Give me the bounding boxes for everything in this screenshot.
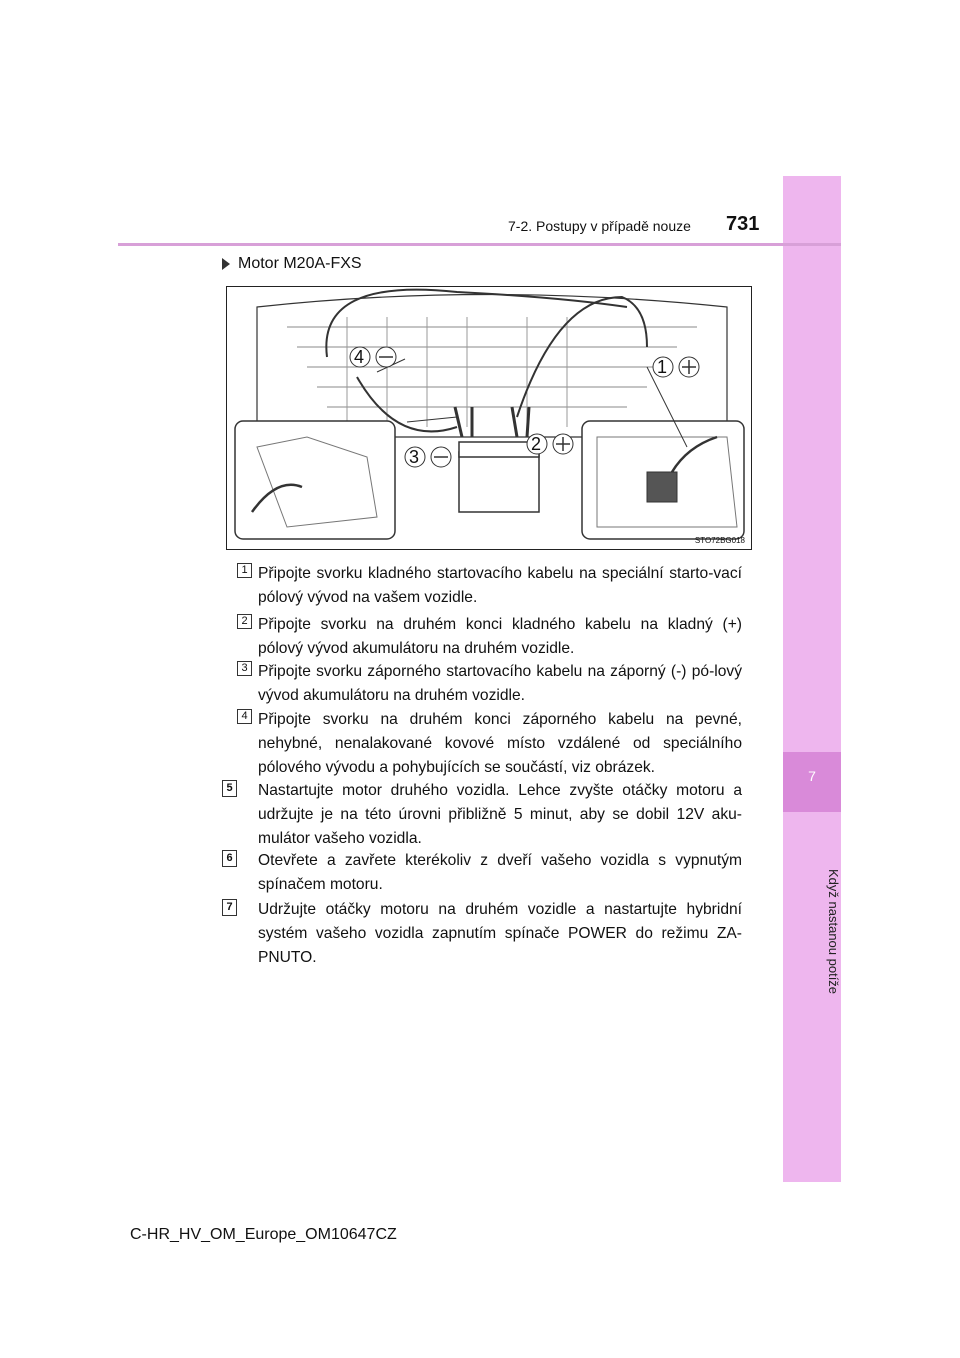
step-3-text: Připojte svorku záporného startovacího kabelu na záporný (-) pó-lový vývod akumulátoru na druhém vozidle. xyxy=(258,663,742,704)
step-6-text: Otevřete a zavřete kterékoliv z dveří vašeho vozidla s vypnutým spínačem motoru. xyxy=(258,852,742,893)
figure-code: STO72BG018 xyxy=(694,536,745,545)
chapter-title: Když nastanou potíže xyxy=(826,869,841,995)
step-number-3: 3 xyxy=(237,661,252,676)
step-number-6: 6 xyxy=(222,850,237,867)
page-number: 731 xyxy=(726,213,760,235)
step-number-1: 1 xyxy=(237,563,252,578)
step-1-text: Připojte svorku kladného startovacího kabelu na speciální starto-vací pólový vývod na vašem vozidle. xyxy=(258,565,742,606)
step-number-4: 4 xyxy=(237,709,252,724)
header-rule xyxy=(118,243,841,246)
document-footer: C-HR_HV_OM_Europe_OM10647CZ xyxy=(130,1226,397,1243)
callout-3: 3 xyxy=(409,447,420,467)
section-title: 7-2. Postupy v případě nouze xyxy=(508,218,691,234)
step-4-text: Připojte svorku na druhém konci záporného kabelu na pevné, nehybné, nenalakované kovové místo vzdálené od speciálního pólového vývodu a pohybujících se součástí, viz obrázek. xyxy=(258,711,742,776)
callout-2: 2 xyxy=(531,434,542,454)
callout-4: 4 xyxy=(354,347,365,367)
step-number-7: 7 xyxy=(222,899,237,916)
step-7-text: Udržujte otáčky motoru na druhém vozidle a nastartujte hybridní systém vašeho vozidla zapnutím spínače POWER do režimu ZA-PNUTO. xyxy=(258,901,742,966)
chapter-number: 7 xyxy=(808,768,816,784)
step-number-5: 5 xyxy=(222,780,237,797)
step-5-text: Nastartujte motor druhého vozidla. Lehce zvyšte otáčky motoru a udržujte je na této úrovni přibližně 5 minut, aby se dobil 12V aku-mulátor vašeho vozidla. xyxy=(258,782,742,847)
triangle-bullet-icon xyxy=(222,258,230,270)
step-2-text: Připojte svorku na druhém konci kladného kabelu na kladný (+) pólový vývod akumulátoru na druhém vozidle. xyxy=(258,616,742,657)
step-number-2: 2 xyxy=(237,614,252,629)
subheading: Motor M20A-FXS xyxy=(222,255,362,273)
engine-jump-start-illustration xyxy=(226,286,752,550)
engine-bay-drawing xyxy=(227,287,750,548)
callout-1: 1 xyxy=(657,357,668,377)
